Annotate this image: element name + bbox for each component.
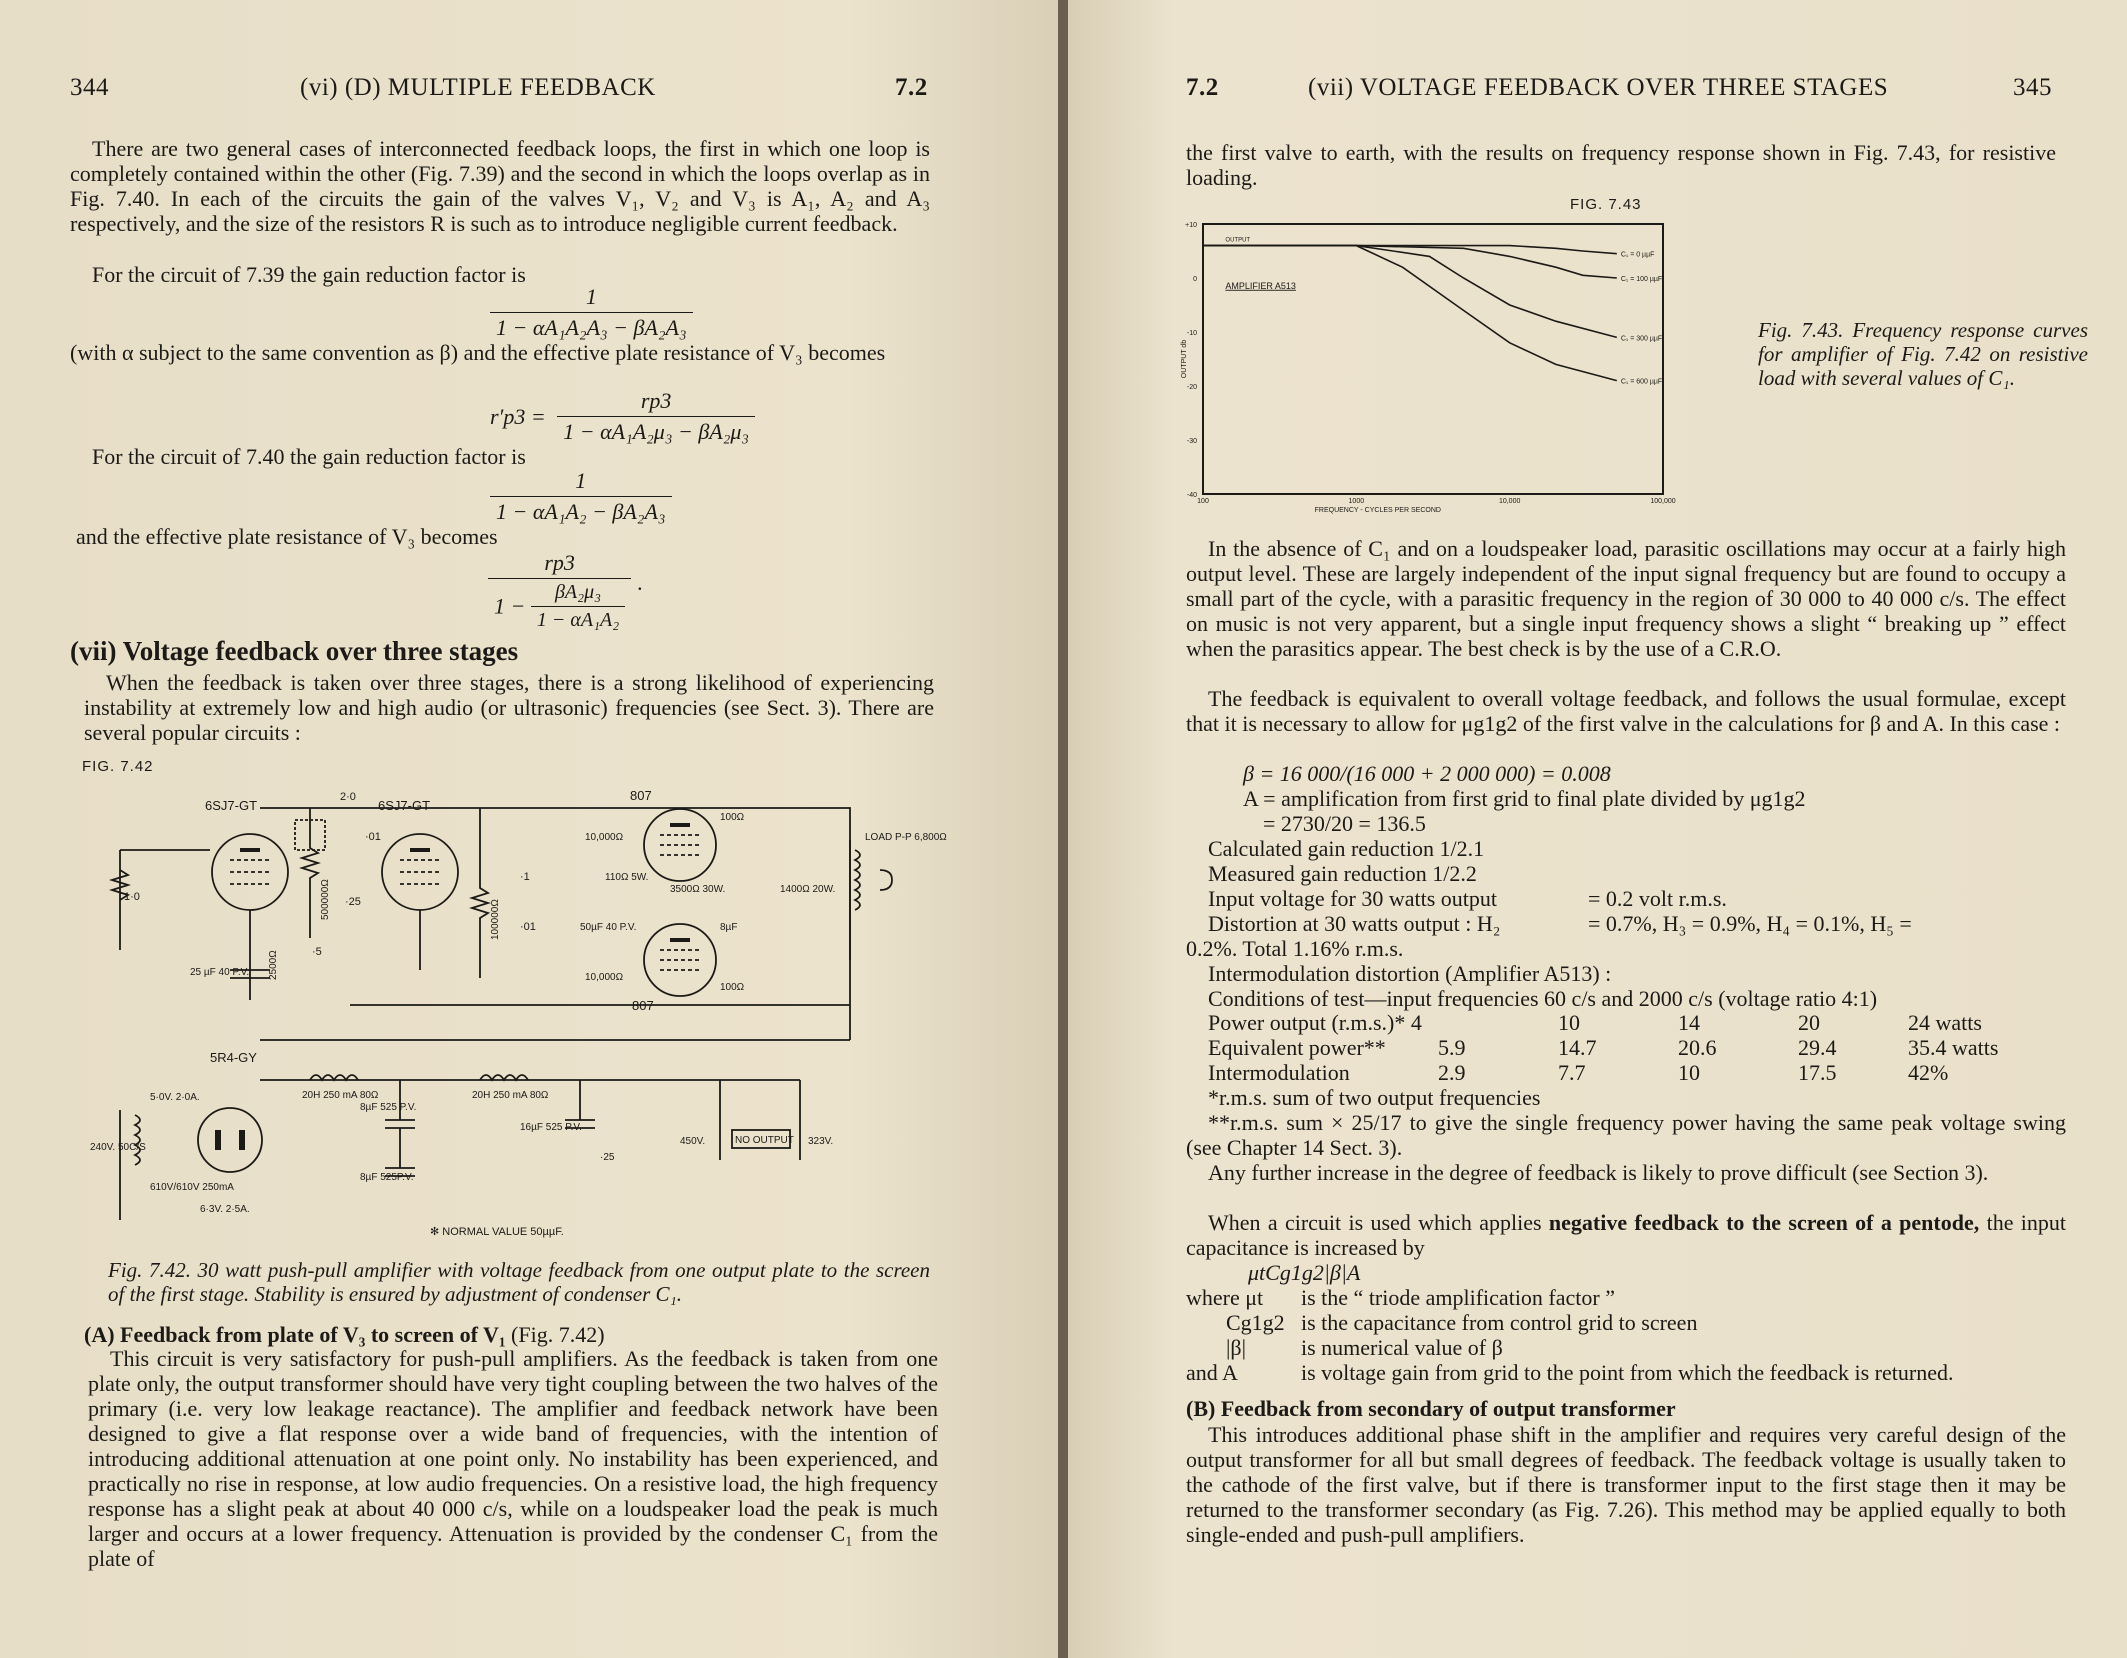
label-c-01b: ·01 xyxy=(520,921,536,933)
where-term: and A xyxy=(1186,1360,1238,1385)
paragraph-d-post: the input capacitance is increased by xyxy=(1186,1210,2067,1260)
equation-1 xyxy=(490,284,693,341)
label-v-323: 323V. xyxy=(808,1136,834,1147)
eq3-denominator: 1 − αA₁A₂ − βA₂A₃ xyxy=(496,499,666,524)
label-c-01a: ·01 xyxy=(365,831,381,843)
line-739: For the circuit of 7.39 the gain reduction factor is xyxy=(92,262,526,287)
y-tick-label: -20 xyxy=(1186,384,1197,391)
table-cell: 7.7 xyxy=(1558,1060,1586,1085)
label-v2: 6SJ7-GT xyxy=(378,798,431,813)
label-r-1400: 1400Ω 20W. xyxy=(780,884,836,895)
where-table xyxy=(1186,1285,2066,1385)
plot-frame xyxy=(1203,224,1663,494)
valve-v2 xyxy=(382,834,458,970)
eq2-denominator: 1 − αA₁A₂μ₃ − βA₂μ₃ xyxy=(563,419,750,444)
a-line-2: = 2730/20 = 136.5 xyxy=(1263,811,1426,836)
paragraph-a: This circuit is very satisfactory for push-pull amplifiers. As the feedback is taken from one plate only, the output transformer should have very tight coupling between the two halves of the primary (i.e. very low leakage reactance). The amplifier and feedback network have been designed to give a flat response over a wide band of frequencies, with the intention of introducing additional attenuation at one point only. No instability has been experienced, and practically no rise in response, at low audio frequencies. On a resistive load, the high frequency response has a slight peak at about 40 000 c/s, while on a loudspeaker load the peak is much larger and occurs at a lower frequency. Attenuation is provided by the condenser C₁ from the plate of xyxy=(88,1346,938,1571)
where-row xyxy=(1186,1360,2066,1385)
label-v-450: 450V. xyxy=(680,1136,706,1147)
label-r-100a: 100Ω xyxy=(720,812,745,823)
table-cell: 20 xyxy=(1798,1010,1820,1035)
valve-v1 xyxy=(212,834,288,950)
label-c-16: 16µF 525 P.V. xyxy=(520,1122,582,1133)
label-r-5: ·5 xyxy=(312,946,322,958)
y-tick-label: -40 xyxy=(1186,492,1197,499)
label-hv: 610V/610V 250mA xyxy=(150,1182,234,1193)
table-cell: 35.4 watts xyxy=(1908,1035,1999,1060)
table-cell: 2.9 xyxy=(1438,1060,1466,1085)
a-line-1: A = amplification from first grid to final plate divided by μg1g2 xyxy=(1243,786,1806,811)
where-term: Cg1g2 xyxy=(1226,1310,1285,1335)
subhead-a-bold: (A) Feedback from plate of V₃ to screen of V₁ xyxy=(84,1322,506,1347)
input-voltage-value: = 0.2 volt r.m.s. xyxy=(1588,886,1727,911)
section-title: (vii) Voltage feedback over three stages xyxy=(70,636,519,666)
calculated-gain: Calculated gain reduction 1/2.1 xyxy=(1208,836,1485,861)
footnote-2: **r.m.s. sum × 25/17 to give the single frequency power having the same peak voltage swing (see Chapter 14 Sect. 3). xyxy=(1186,1110,2066,1160)
table-cell: 14 xyxy=(1678,1010,1700,1035)
formula-d: μtCg1g2|β|A xyxy=(1248,1260,1361,1285)
series-line xyxy=(1203,246,1617,338)
where-row xyxy=(1186,1310,2066,1335)
label-r-25c: ·25 xyxy=(600,1152,615,1163)
label-r-10000b: 10,000Ω xyxy=(585,972,624,983)
im-title: Intermodulation distortion (Amplifier A513) : xyxy=(1208,961,1612,986)
right-page-number: 345 xyxy=(2013,74,2052,101)
label-v1: 6SJ7-GT xyxy=(205,798,258,813)
series-label: C₁ = 300 µµF xyxy=(1620,335,1663,343)
label-heater-63: 6·3V. 2·5A. xyxy=(200,1204,250,1215)
label-r-2500: 2500Ω xyxy=(268,950,279,980)
input-voltage-label: Input voltage for 30 watts output xyxy=(1208,886,1498,911)
eq4-inner-denominator: 1 − αA₁A₂ xyxy=(536,609,620,631)
y-tick-label: -30 xyxy=(1186,438,1197,445)
eq1-numerator: 1 xyxy=(490,284,693,313)
label-c-8b: 8µF 525P.V. xyxy=(360,1172,414,1183)
fig743-caption: Fig. 7.43. Frequency response curves for amplifier of Fig. 7.42 on resistive load with several values of C₁. xyxy=(1758,318,2088,390)
label-r-3500: 3500Ω 30W. xyxy=(670,884,726,895)
subhead-a xyxy=(84,1322,934,1347)
label-choke2: 20H 250 mA 80Ω xyxy=(472,1090,549,1101)
paragraph-c: Any further increase in the degree of feedback is likely to prove difficult (see Section 3). xyxy=(1208,1160,1989,1185)
label-r-10000a: 10,000Ω xyxy=(585,832,624,843)
beta-line: β = 16 000/(16 000 + 2 000 000) = 0.008 xyxy=(1243,761,1611,786)
series-label: C₁ = 0 µµF xyxy=(1620,251,1655,259)
subhead-a-ref: (Fig. 7.42) xyxy=(511,1322,605,1347)
fig743-label: FIG. 7.43 xyxy=(1570,196,1642,213)
table-cell: 20.6 xyxy=(1678,1035,1717,1060)
subhead-b: (B) Feedback from secondary of output transformer xyxy=(1186,1396,1676,1421)
valve-v4 xyxy=(644,924,716,996)
table-cell: 42% xyxy=(1908,1060,1949,1085)
series-line xyxy=(1203,246,1617,381)
label-r-100b: 100Ω xyxy=(720,982,745,993)
label-note: ✻ NORMAL VALUE 50µµF. xyxy=(430,1226,564,1238)
section-paragraph: When the feedback is taken over three stages, there is a strong likelihood of experiencing instability at extremely low and high audio (or ultrasonic) frequencies (see Sect. 3). There are several popular circuits : xyxy=(84,670,934,745)
x-tick-label: 100 xyxy=(1197,498,1209,505)
label-r-110: 110Ω 5W. xyxy=(605,872,649,883)
table-cell: 10 xyxy=(1678,1060,1700,1085)
running-head: (vi) (D) MULTIPLE FEEDBACK xyxy=(300,74,656,101)
x-tick-label: 1000 xyxy=(1348,498,1365,505)
section-ref: 7.2 xyxy=(895,74,928,101)
eq4-denominator xyxy=(488,579,631,632)
paragraph-b1: In the absence of C₁ and on a loudspeaker load, parasitic oscillations may occur at a fairly high output level. These are largely independent of the input signal frequency but are found to occupy a small part of the cycle, with a parasitic frequency in the region of 30 000 to 40 000 c/s. The effect on music is not very apparent, but a single input frequency shows a slight “ breaking up ” effect when the parasitics appear. The best check is by the use of a C.R.O. xyxy=(1186,536,2066,661)
table-cell: 17.5 xyxy=(1798,1060,1837,1085)
where-def: is numerical value of β xyxy=(1301,1335,1503,1360)
eq4-numerator: rp3 xyxy=(488,550,631,579)
label-r-100000: 100000Ω xyxy=(490,899,501,940)
table-row xyxy=(1208,1010,2078,1035)
label-heater-5v: 5·0V. 2·0A. xyxy=(150,1092,200,1103)
label-r-1-0: 1·0 xyxy=(124,891,140,903)
left-page xyxy=(0,0,1062,1658)
right-page xyxy=(1068,0,2127,1658)
where-row xyxy=(1186,1335,2066,1360)
label-mains: 240V. 50C/S xyxy=(90,1142,146,1153)
x-tick-label: 10,000 xyxy=(1498,498,1521,505)
paragraph-b2: The feedback is equivalent to overall voltage feedback, and follows the usual formulae, except that it is necessary to allow for μg1g2 of the first valve in the calculations for β and A. In this case : xyxy=(1186,686,2066,736)
valve-v3 xyxy=(644,809,716,881)
label-no-output: NO OUTPUT xyxy=(735,1135,794,1146)
eq4-inner-numerator: βA₂μ₃ xyxy=(531,581,625,607)
distortion-label: Distortion at 30 watts output : H₂ xyxy=(1208,911,1501,936)
distortion-cont: 0.2%. Total 1.16% r.m.s. xyxy=(1186,936,1404,961)
label-r-1: ·1 xyxy=(520,871,530,883)
fig742-label: FIG. 7.42 xyxy=(82,758,154,775)
label-choke1: 20H 250 mA 80Ω xyxy=(302,1090,379,1101)
measured-gain: Measured gain reduction 1/2.2 xyxy=(1208,861,1477,886)
table-cell: Intermodulation xyxy=(1208,1060,1350,1085)
y-tick-label: 0 xyxy=(1193,276,1197,283)
table-row xyxy=(1208,1060,2078,1085)
paragraph-continued: the first valve to earth, with the results on frequency response shown in Fig. 7.43, for resistive loading. xyxy=(1186,140,2056,190)
label-v4: 807 xyxy=(632,998,654,1013)
table-cell: 24 watts xyxy=(1908,1010,1982,1035)
where-term: |β| xyxy=(1226,1335,1247,1360)
equation-4 xyxy=(488,550,642,632)
eq2-numerator: rp3 xyxy=(557,388,755,417)
table-cell: Equivalent power** xyxy=(1208,1035,1386,1060)
circuit-schematic xyxy=(80,780,960,1240)
curve-label: OUTPUT xyxy=(1225,237,1251,244)
series-label: C₁ = 600 µµF xyxy=(1620,378,1663,386)
eq2-lhs: r′p3 = xyxy=(490,403,546,429)
paragraph-d-pre: When a circuit is used which applies xyxy=(1208,1210,1542,1235)
im-table-2 xyxy=(1208,1035,2078,1085)
rectifier-valve xyxy=(198,1108,262,1172)
label-c-50: 50µF 40 P.V. xyxy=(580,922,637,933)
label-c-25: 25 µF 40 P.V. xyxy=(190,967,250,978)
y-tick-label: -10 xyxy=(1186,330,1197,337)
x-axis-label: FREQUENCY - CYCLES PER SECOND xyxy=(1314,507,1441,514)
paragraph-d-bold: negative feedback to the screen of a pentode, xyxy=(1548,1210,1980,1235)
im-table xyxy=(1208,1010,2078,1035)
table-cell: Power output (r.m.s.)* 4 xyxy=(1208,1010,1422,1035)
where-def: is the “ triode amplification factor ” xyxy=(1301,1285,1615,1310)
equation-2 xyxy=(490,388,755,445)
equation-3 xyxy=(490,468,672,525)
table-row xyxy=(1208,1035,2078,1060)
table-cell: 10 xyxy=(1558,1010,1580,1035)
label-r-2-0: 2·0 xyxy=(340,791,356,803)
intro-paragraph: There are two general cases of interconnected feedback loops, the first in which one loop is completely contained within the other (Fig. 7.39) and the second in which the loops overlap as in Fig. 7.40. In each of the circuits the gain of the valves V₁, V₂ and V₃ is A₁, A₂ and A₃ respectively, and the size of the resistors R is such as to introduce negligible current feedback. xyxy=(70,136,930,236)
eq3-numerator: 1 xyxy=(490,468,672,497)
y-axis-label: OUTPUT db xyxy=(1181,339,1188,379)
where-term: where μt xyxy=(1186,1285,1264,1310)
series-label: C₁ = 100 µµF xyxy=(1620,276,1663,283)
fig742-caption: Fig. 7.42. 30 watt push-pull amplifier with voltage feedback from one output plate to the screen of the first stage. Stability is ensured by adjustment of condenser C₁. xyxy=(108,1258,930,1306)
page-number: 344 xyxy=(70,74,109,101)
label-load: LOAD P-P 6,800Ω xyxy=(865,832,947,843)
where-def: is the capacitance from control grid to screen xyxy=(1301,1310,1698,1335)
y-tick-label: +10 xyxy=(1185,222,1197,229)
table-cell: 14.7 xyxy=(1558,1035,1597,1060)
chart-title: AMPLIFIER A513 xyxy=(1225,280,1296,291)
label-r-25: ·25 xyxy=(345,896,361,908)
eq4-den-a: 1 − xyxy=(494,593,526,619)
eq4-dot: · xyxy=(636,576,643,602)
paragraph-d xyxy=(1186,1210,2066,1260)
label-r-500000: 500000Ω xyxy=(320,879,331,920)
right-running-head: (vii) VOLTAGE FEEDBACK OVER THREE STAGES xyxy=(1308,74,1889,101)
line-with-alpha: (with α subject to the same convention as β) and the effective plate resistance of V₃ becomes xyxy=(70,340,886,365)
label-c-8: 8µF xyxy=(720,922,738,933)
label-v3: 807 xyxy=(630,788,652,803)
label-c-8a: 8µF 525 P.V. xyxy=(360,1102,417,1113)
line-effective: and the effective plate resistance of V₃ becomes xyxy=(76,524,498,549)
distortion-value: = 0.7%, H₃ = 0.9%, H₄ = 0.1%, H₅ = xyxy=(1588,911,1912,936)
frequency-response-chart xyxy=(1178,214,1798,514)
where-row xyxy=(1186,1285,2066,1310)
im-conditions: Conditions of test—input frequencies 60 c/s and 2000 c/s (voltage ratio 4:1) xyxy=(1208,986,1878,1011)
table-cell: 29.4 xyxy=(1798,1035,1837,1060)
label-rect: 5R4-GY xyxy=(210,1050,257,1065)
where-def: is voltage gain from grid to the point from which the feedback is returned. xyxy=(1301,1360,1954,1385)
footnote-1: *r.m.s. sum of two output frequencies xyxy=(1208,1085,1541,1110)
line-740: For the circuit of 7.40 the gain reduction factor is xyxy=(92,444,526,469)
eq1-denominator: 1 − αA₁A₂A₃ − βA₂A₃ xyxy=(496,315,687,340)
paragraph-e: This introduces additional phase shift in the amplifier and requires very careful design of the output transformer for all but small degrees of feedback. The feedback voltage is usually taken to the cathode of the first valve, but if there is transformer input to the first stage then it may be returned to the transformer secondary (as Fig. 7.26). This method may be applied equally to both single-ended and push-pull amplifiers. xyxy=(1186,1422,2066,1547)
right-section-ref: 7.2 xyxy=(1186,74,1219,101)
table-cell: 5.9 xyxy=(1438,1035,1466,1060)
x-tick-label: 100,000 xyxy=(1650,498,1676,505)
